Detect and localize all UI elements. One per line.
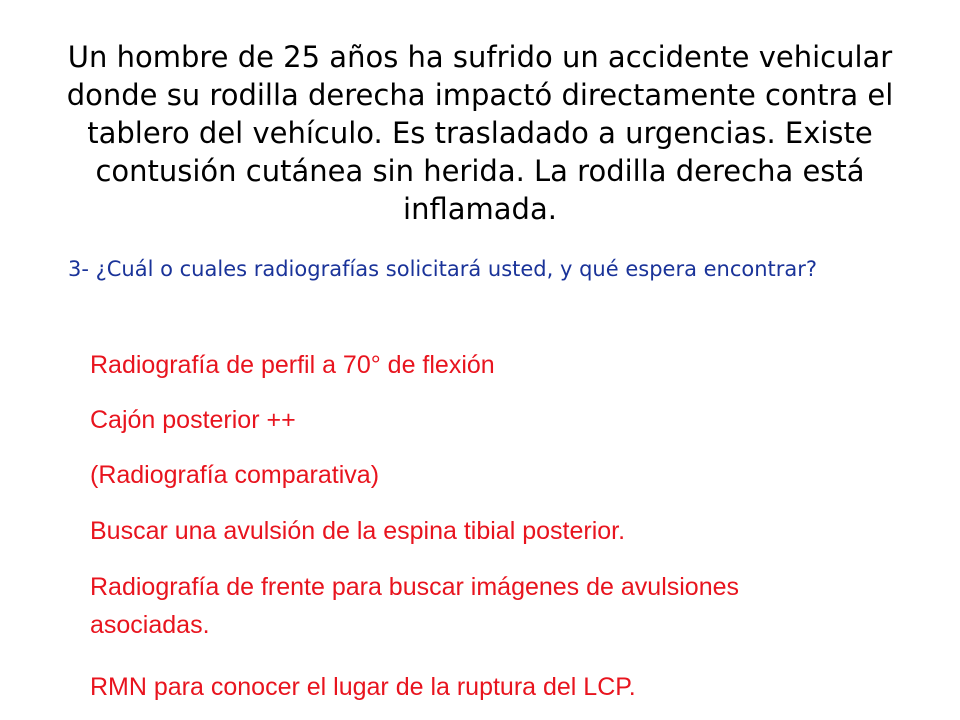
answer-item: Cajón posterior ++ bbox=[90, 406, 296, 434]
answer-item: (Radiografía comparativa) bbox=[90, 461, 380, 489]
answer-item: Buscar una avulsión de la espina tibial posterior. bbox=[90, 517, 626, 545]
answer-item: Radiografía de frente para buscar imágenes de avulsiones asociadas. bbox=[90, 573, 740, 639]
answer-item: Radiografía de perfil a 70° de flexión bbox=[90, 351, 495, 379]
question-text: 3- ¿Cuál o cuales radiografías solicitará usted, y qué espera encontrar? bbox=[68, 257, 818, 281]
answer-item: RMN para conocer el lugar de la ruptura del LCP. bbox=[90, 673, 636, 701]
clinical-case-text: Un hombre de 25 años ha sufrido un accidente vehicular donde su rodilla derecha impactó directamente contra el tablero del vehículo. Es trasladado a urgencias. Existe contusión cutánea sin herida. La rodilla derecha está inflamada. bbox=[66, 40, 894, 226]
